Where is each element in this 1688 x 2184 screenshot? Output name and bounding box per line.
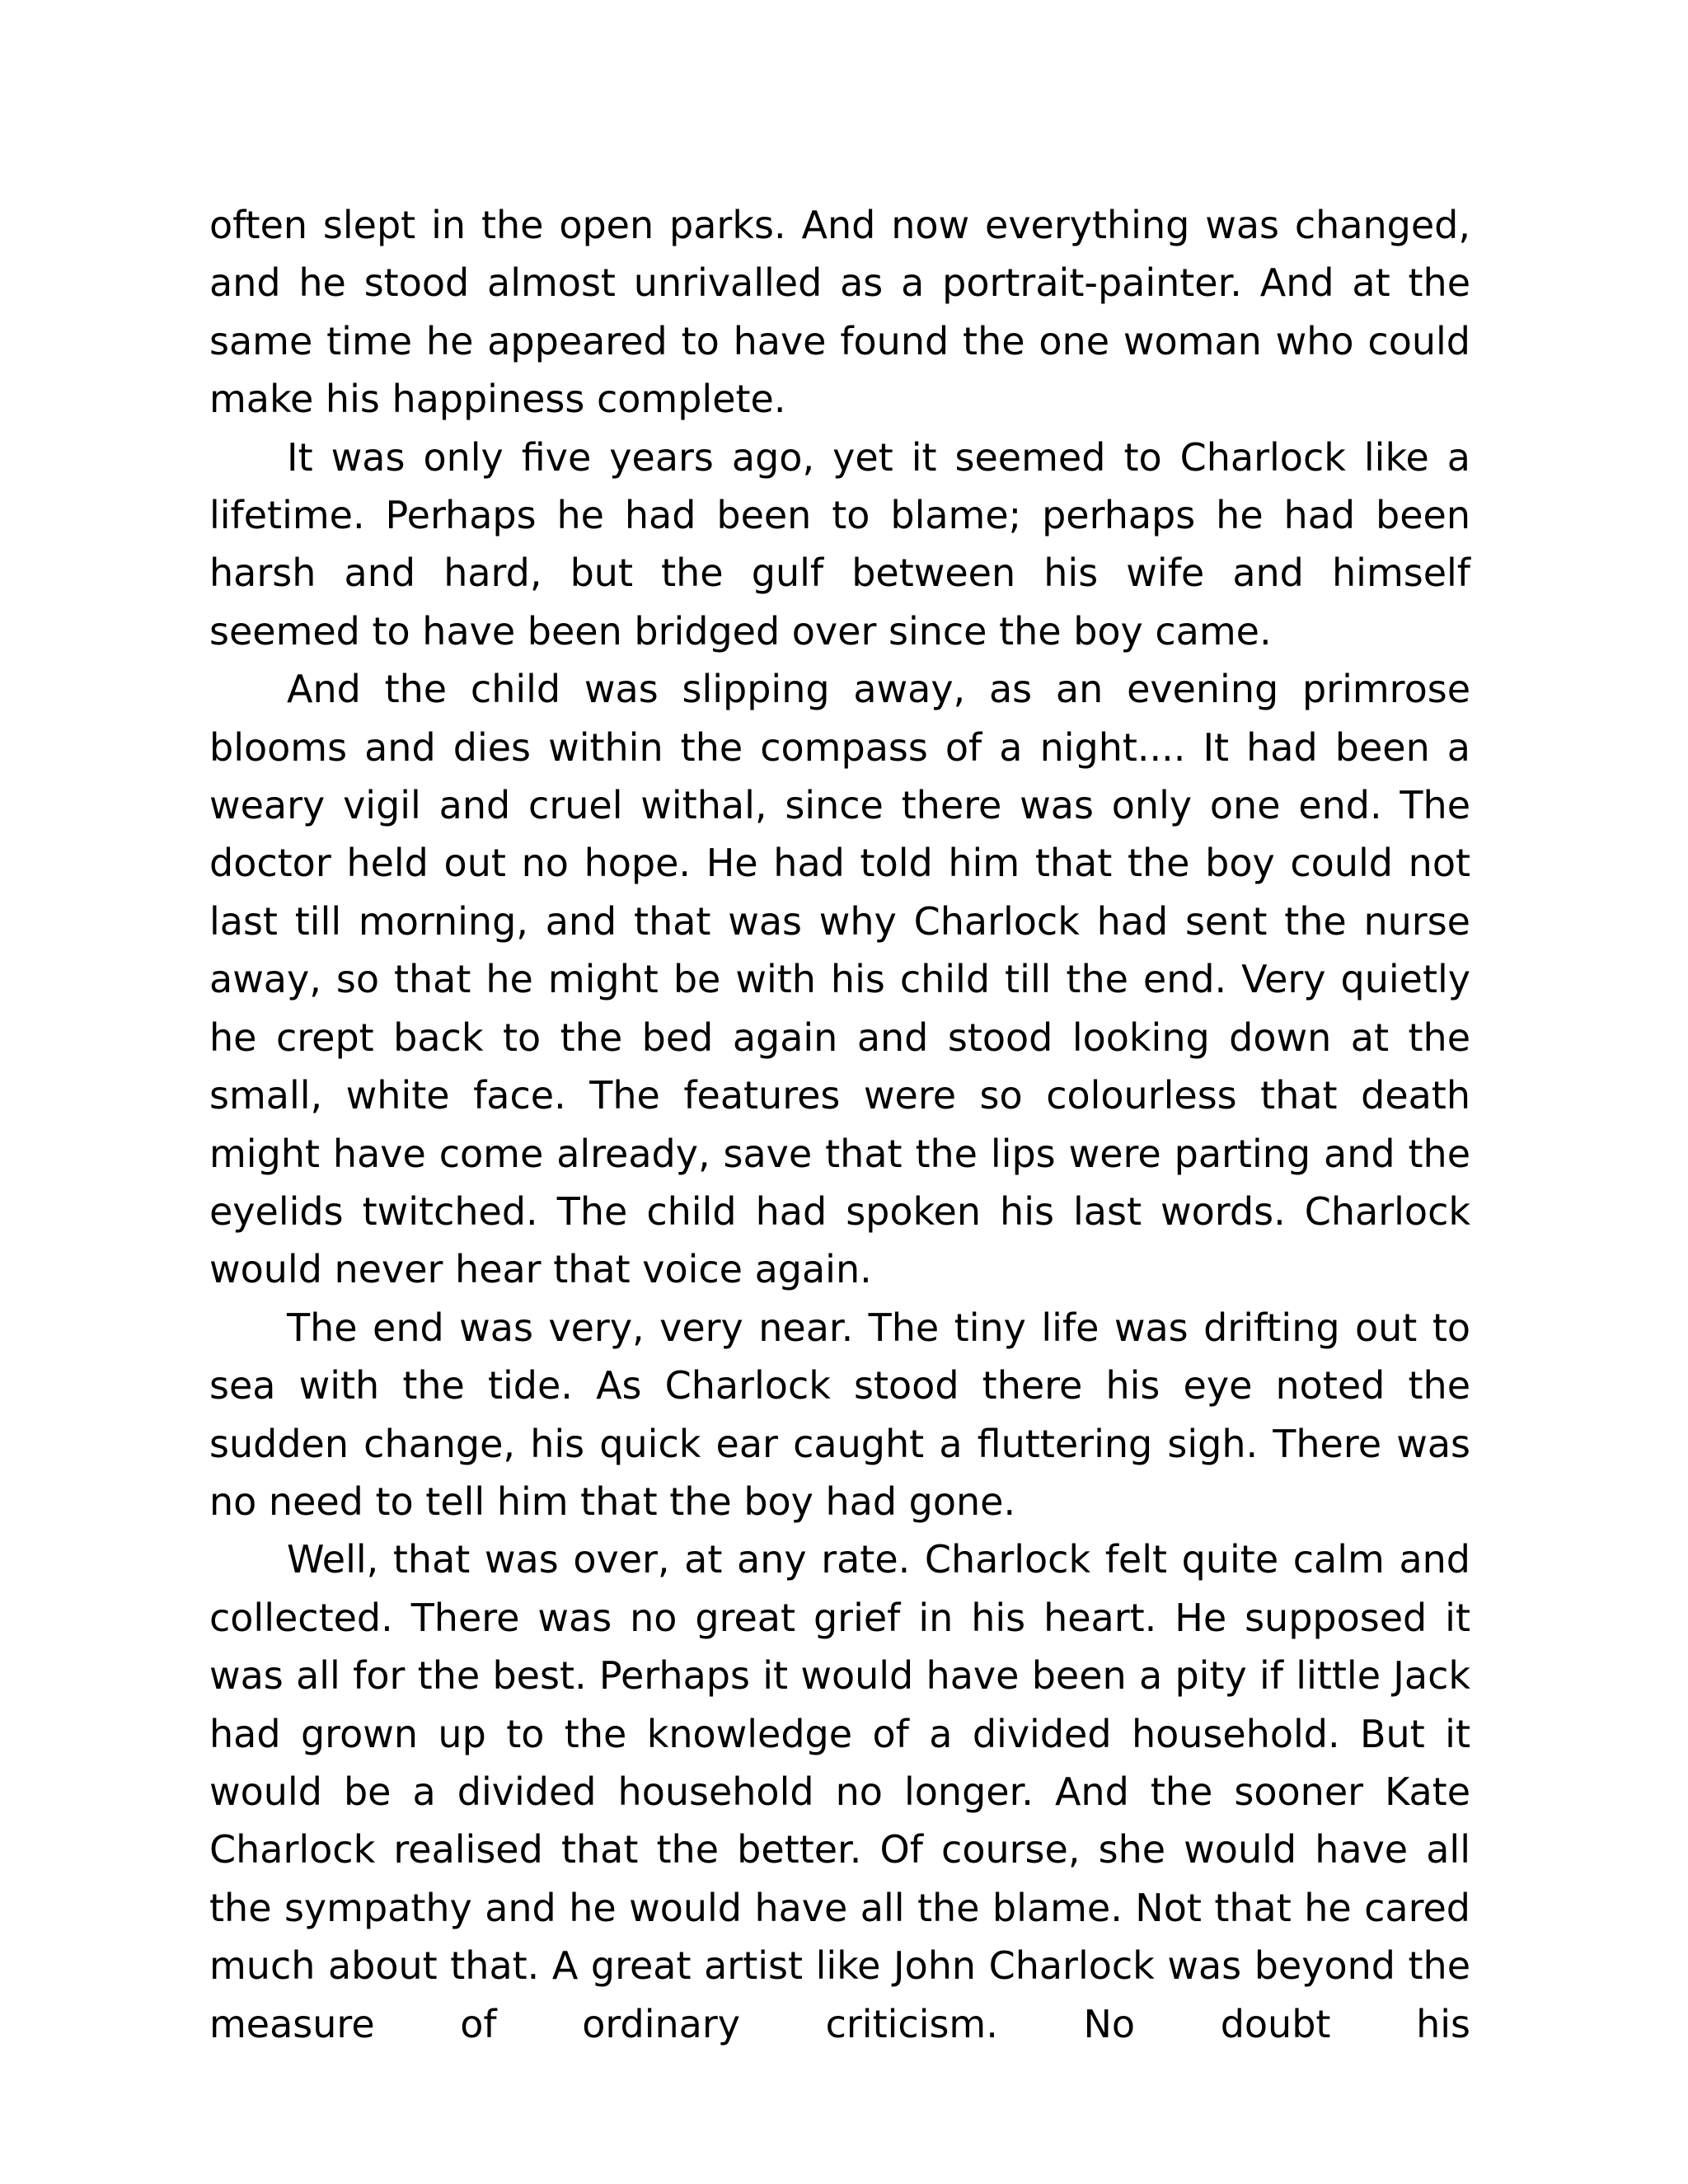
body-text [209, 196, 1470, 2053]
paragraph-1-continuation: often slept in the open parks. And now everything was changed, and he stood almost unrivalled as a portrait-painter. And at the same time he appeared to have found the one woman who could make his happiness complete. [209, 203, 1470, 422]
paragraph-5: Well, that was over, at any rate. Charlock felt quite calm and collected. There was no great grief in his heart. He supposed it was all for the best. Perhaps it would have been a pity if little Jack had grown up to the knowledge of a divided household. But it would be a divided household no longer. And the sooner Kate Charlock realised that the better. Of course, she would have all the sympathy and he would have all the blame. Not that he cared much about that. A great artist like John Charlock was beyond the measure of ordinary criticism. No doubt his [209, 1537, 1470, 2046]
paragraph-2: It was only five years ago, yet it seemed to Charlock like a lifetime. Perhaps he had been to blame; perhaps he had been harsh and hard, but the gulf between his wife and himself seemed to have been bridged over since the boy came. [209, 434, 1470, 654]
paragraph-4: The end was very, very near. The tiny life was drifting out to sea with the tide. As Charlock stood there his eye noted the sudden change, his quick ear caught a fluttering sigh. There was no need to tell him that the boy had gone. [209, 1305, 1470, 1524]
paragraph-3: And the child was slipping away, as an evening primrose blooms and dies within the compass of a night.... It had been a weary vigil and cruel withal, since there was only one end. The doctor held out no hope. He had told him that the boy could not last till morning, and that was why Charlock had sent the nurse away, so that he might be with his child till the end. Very quietly he crept back to the bed again and stood looking down at the small, white face. The features were so colourless that death might have come already, save that the lips were parting and the eyelids twitched. The child had spoken his last words. Charlock would never hear that voice again. [209, 667, 1470, 1292]
